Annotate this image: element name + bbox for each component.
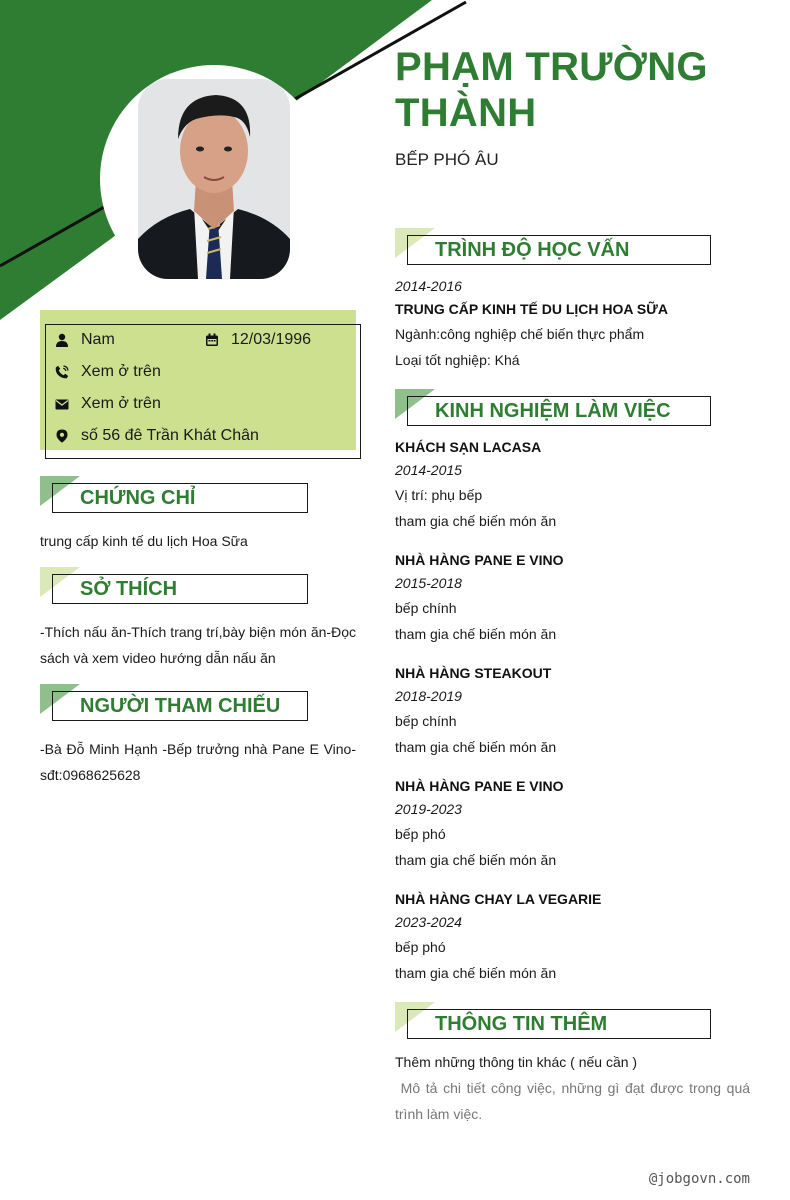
experience-company: KHÁCH SẠN LACASA [395, 439, 542, 455]
experience-role: bếp chính [395, 713, 457, 729]
map-pin-icon [55, 429, 69, 443]
envelope-icon [55, 397, 69, 411]
additional-line1: Thêm những thông tin khác ( nếu cần ) [395, 1054, 638, 1070]
section-header-additional [395, 1002, 715, 1042]
avatar-frame [100, 65, 328, 293]
phone-icon [55, 365, 69, 379]
experience-desc: tham gia chế biến món ăn [395, 965, 557, 981]
experience-years: 2023-2024 [395, 914, 462, 930]
avatar [138, 79, 290, 279]
experience-years: 2018-2019 [395, 688, 462, 704]
education-major: Ngành:công nghiệp chế biến thực phẩm [395, 326, 645, 342]
section-header-references [40, 684, 310, 724]
experience-role: Vị trí: phụ bếp [395, 487, 483, 503]
contact-gender [55, 331, 115, 349]
email-value[interactable]: Xem ở trên [81, 395, 161, 412]
candidate-job-title: BẾP PHÓ ÂU [395, 150, 499, 169]
section-title: TRÌNH ĐỘ HỌC VẤN [435, 239, 630, 261]
user-icon [55, 333, 69, 347]
experience-company: NHÀ HÀNG PANE E VINO [395, 778, 564, 794]
section-header-hobbies [40, 567, 310, 607]
section-header-experience [395, 389, 715, 429]
experience-role: bếp phó [395, 939, 446, 955]
phone-value[interactable]: Xem ở trên [81, 363, 161, 380]
candidate-name: PHẠM TRƯỜNG THÀNH [395, 45, 708, 135]
experience-role: bếp chính [395, 600, 457, 616]
contact-email [55, 395, 161, 413]
experience-years: 2019-2023 [395, 801, 462, 817]
experience-years: 2014-2015 [395, 462, 462, 478]
education-grade: Loại tốt nghiệp: Khá [395, 352, 520, 368]
experience-desc: tham gia chế biến món ăn [395, 513, 557, 529]
experience-desc: tham gia chế biến món ăn [395, 852, 557, 868]
experience-company: NHÀ HÀNG STEAKOUT [395, 665, 552, 681]
experience-company: NHÀ HÀNG CHAY LA VEGARIE [395, 891, 602, 907]
education-years: 2014-2016 [395, 278, 462, 294]
section-title: KINH NGHIỆM LÀM VIỆC [435, 400, 671, 422]
section-header-education [395, 228, 715, 268]
experience-company: NHÀ HÀNG PANE E VINO [395, 552, 564, 568]
experience-desc: tham gia chế biến món ăn [395, 739, 557, 755]
address-value: số 56 đê Trần Khát Chân [81, 427, 259, 444]
experience-role: bếp phó [395, 826, 446, 842]
contact-address [55, 427, 259, 445]
section-title: CHỨNG CHỈ [80, 487, 196, 509]
references-text: -Bà Đỗ Minh Hạnh -Bếp trưởng nhà Pane E Vino-sđt:0968625628 [40, 741, 356, 783]
experience-years: 2015-2018 [395, 575, 462, 591]
section-title: NGƯỜI THAM CHIẾU [80, 695, 281, 717]
contact-phone [55, 363, 161, 381]
portrait-image [138, 79, 290, 279]
hobbies-text: -Thích nấu ăn-Thích trang trí,bày biện món ăn-Đọc sách và xem video hướng dẫn nấu ăn [40, 624, 356, 666]
experience-desc: tham gia chế biến món ăn [395, 626, 557, 642]
education-school: TRUNG CẤP KINH TẾ DU LỊCH HOA SỮA [395, 301, 668, 317]
section-title: SỞ THÍCH [80, 578, 178, 600]
gender-value: Nam [81, 331, 115, 348]
section-title: THÔNG TIN THÊM [435, 1013, 608, 1035]
certificates-text: trung cấp kinh tế du lịch Hoa Sữa [40, 533, 248, 549]
calendar-icon [205, 333, 219, 347]
contact-dob [205, 331, 311, 349]
section-header-certificates [40, 476, 310, 516]
additional-line2: Mô tả chi tiết công việc, những gì đạt được trong quá trình làm việc. [395, 1080, 754, 1122]
dob-value: 12/03/1996 [231, 331, 312, 348]
footer-watermark: @jobgovn.com [648, 1171, 750, 1187]
